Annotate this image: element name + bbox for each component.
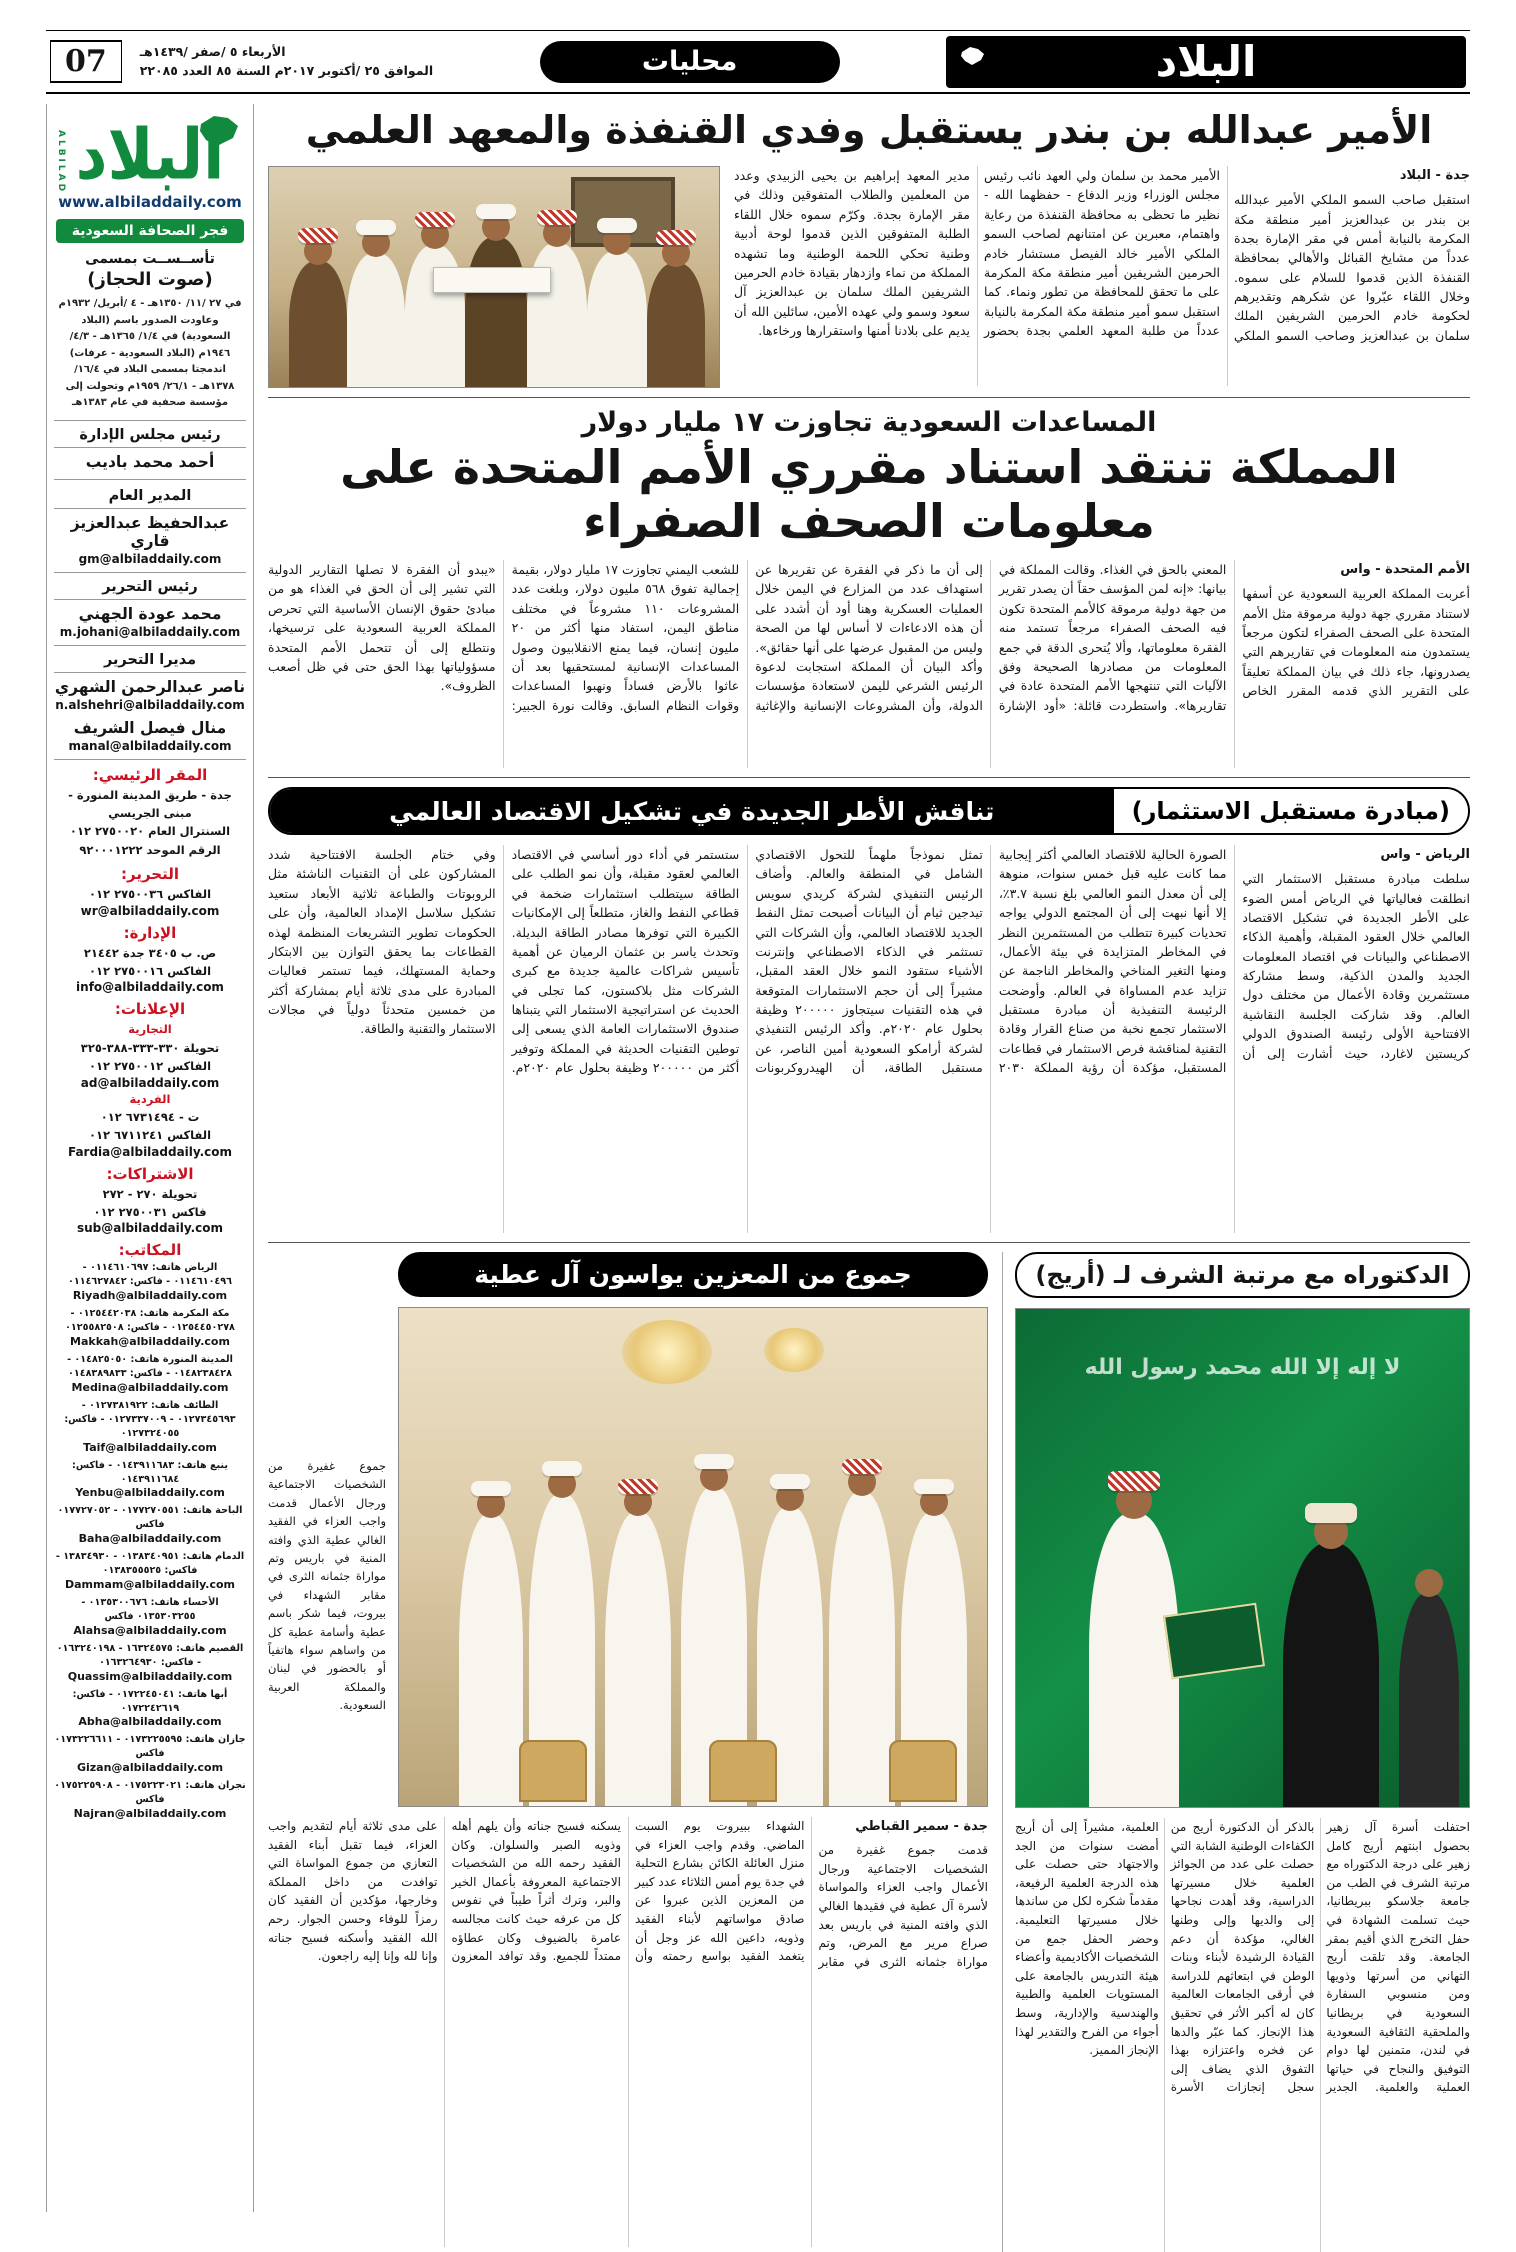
- office-najran: [54, 1779, 246, 1820]
- content-area: [46, 104, 1470, 2212]
- editing-email[interactable]: wr@albiladdaily.com: [80, 903, 220, 918]
- photo-figure: [289, 261, 347, 388]
- photo-figure: [647, 263, 705, 388]
- article-condolences: [268, 1252, 988, 2252]
- office-email[interactable]: Makkah@albiladdaily.com: [70, 1335, 230, 1349]
- ads-dept-title: الإعلانات:: [114, 1000, 186, 1019]
- office-email[interactable]: Medina@albiladdaily.com: [71, 1380, 229, 1394]
- sidebar-logo-block: [54, 112, 246, 196]
- gregorian-date: الموافق ٢٥ /أكتوبر ٢٠١٧م السنة ٨٥ العدد ٢٢٠٨٥: [139, 62, 434, 78]
- website-link[interactable]: www.albiladdaily.com: [58, 193, 242, 212]
- article4-body-text: احتفلت أسرة آل زهير بحصول ابنتهم أريج كامل زهير على درجة الدكتوراه مع مرتبة الشرف في الطب من جامعة جلاسكو ببريطانيا، حيث تسلمت الشهادة في حفل التخرج الذي أقيم بمقر الجامعة. وقد تلقت أريج التهاني من أسرتها وذويها ومن منسوبي السفارة السعودية في بريطانيا والملحقية الثقافية السعودية في لندن، متمنين لها دوام التوفيق والنجاح في حياتها العملية والعلمية. الجدير بالذكر أن الدكتورة أريج من الكفاءات الوطنية الشابة التي حصلت على عدد من الجوائز العلمية خلال مسيرتها الدراسية، وقد أهدت نجاحها إلى والديها وإلى وطنها الغالي، مؤكدة أن دعم القيادة الرشيدة لأبناء وبنات الوطن في ابتعاثهم للدراسة في أرقى الجامعات العالمية كان له أكبر الأثر في تحقيق هذا الإنجاز. كما عبّر والدها عن فخره واعتزازه بهذا التفوق الذي يضاف إلى سجل إنجازات الأسرة العلمية، مشيراً إلى أن أريج أمضت سنوات من الجد والاجتهاد حتى حصلت على هذه الدرجة العلمية الرفيعة، مقدماً شكره لكل من ساندها خلال مسيرتها التعليمية. وحضر الحفل جمع من الشخصيات الأكاديمية وأعضاء هيئة التدريس بالجامعة على المستويات العلمية والطبية والهندسية والإدارية، وسط أجواء من الفرح والتقدير لهذا الإنجاز المميز.: [1015, 1820, 1470, 2095]
- photo-graduate-figure: [1283, 1543, 1379, 1808]
- article2-byline: الأمم المتحدة - واس: [1340, 562, 1470, 577]
- main-column: [268, 104, 1470, 2212]
- ads-individual-label: الفردية: [129, 1091, 171, 1106]
- managing-editor-email-2[interactable]: manal@albiladdaily.com: [54, 739, 246, 760]
- office-email[interactable]: Najran@albiladdaily.com: [73, 1807, 227, 1821]
- divider: [54, 479, 246, 480]
- article2-headline: المملكة تنتقد استناد مقرري الأمم المتحدة على معلومات الصحف الصفراء: [340, 440, 1398, 548]
- article1-row: [268, 166, 1470, 388]
- article1-photo: [268, 166, 720, 388]
- masthead-logo-text: البلاد: [1155, 37, 1257, 86]
- hq-title: المقر الرئيسي:: [92, 765, 208, 784]
- subscriptions-fax: فاكس ٢٧٥٠٠٣١ ٠١٢: [93, 1205, 207, 1220]
- article5-title: جموع من المعزين يواسون آل عطية: [398, 1252, 988, 1297]
- office-info: المدينة المنورة هاتف: ٠١٤٨٢٥٠٥٠ - ٠١٤٨٢٣٨٤٢٨ - فاكس: ٠١٤٨٣٨٩٨٣٣: [67, 1354, 233, 1379]
- logo-latin-text: ALBILAD: [56, 130, 66, 195]
- ads-individual-fax: الفاكس ٦٧١١٢٤١ ٠١٢: [88, 1128, 212, 1143]
- managing-editor-name-1: ناصر عبدالرحمن الشهري: [54, 677, 246, 696]
- office-quassim: [54, 1642, 246, 1683]
- office-info: الرياض هاتف: ٠١١٤٦١٠٦٩٧ - ٠١١٤٦١٠٤٩٦ - فاكس: ٠١١٤٦٢٧٨٤٢: [68, 1262, 232, 1288]
- photo-figure: [1399, 1593, 1459, 1808]
- article2-kicker: المساعدات السعودية تجاوزت ١٧ مليار دولار: [581, 407, 1157, 438]
- office-info: ينبع هاتف: ٠١٤٣٩١١٦٨٣ - فاكس: ٠١٤٣٩١١٦٨٤: [72, 1459, 228, 1485]
- article-doctorate: [1002, 1252, 1470, 2252]
- masthead-logo: [946, 36, 1466, 88]
- managing-editor-name-2: منال فيصل الشريف: [73, 718, 227, 737]
- photo-figure: [829, 1492, 895, 1807]
- founded-label: تأســســت بمسمى: [85, 251, 215, 268]
- admin-pobox: ص. ب ٣٤٠٥ جدة ٢١٤٤٢: [83, 945, 217, 960]
- bottom-row: [268, 1252, 1470, 2252]
- office-yenbu: [54, 1459, 246, 1500]
- photo-chair: [709, 1740, 777, 1802]
- office-riyadh: [54, 1261, 246, 1302]
- photo-chair: [889, 1740, 957, 1802]
- sidebar-logo-text: البلاد: [75, 113, 225, 196]
- article1-body: [734, 166, 1470, 386]
- office-dammam: [54, 1550, 246, 1591]
- article3-title-tag: (مبادرة مستقبل الاستثمار): [1114, 789, 1468, 833]
- office-email[interactable]: Taif@albiladdaily.com: [83, 1440, 217, 1454]
- office-info: الدمام هاتف: ٠١٣٨٣٤٠٩٥١ - ١٣٨٣٤٩٣٠ - فاكس: ٠١٣٨٣٥٥٥٢٥: [55, 1551, 245, 1577]
- editor-email[interactable]: m.johani@albiladdaily.com: [54, 625, 246, 646]
- article3-title-rest: تناقش الأطر الجديدة في تشكيل الاقتصاد العالمي: [270, 789, 1114, 833]
- office-email[interactable]: Gizan@albiladdaily.com: [76, 1761, 224, 1775]
- managing-editor-email-1[interactable]: n.alshehri@albiladdaily.com: [55, 697, 245, 712]
- chairman-name: أحمد محمد باديب: [85, 452, 215, 471]
- office-info: القصيم هاتف: ١٦٣٢٤٥٧٥ - ٠١٦٣٢٤٠١٩٨ - فاكس: ٠١٦٣٢٦٤٩٣٠: [56, 1642, 244, 1668]
- article2-body-text: أعربت المملكة العربية السعودية عن أسفها لاستناد مقرري جهة دولية مرموقة مثل الأمم المتحدة على الصحف الصفراء لتكون مرجعاً يستمدون منه المعلومات في تقاريرهم التي يصدرونها، جاء ذلك في بيان المملكة تعليقاً على التقرير الذي قدمه المقرر الخاص المعني بالحق في الغذاء. وقالت المملكة في بيانها: «إنه لمن المؤسف حقاً أن يصدر تقرير من جهة دولية مرموقة كالأمم المتحدة تكون فيه الصحف الصفراء مرجعاً تستمد منه الفقرة معلوماتها، وألا يُتحرى الدقة في جمع المعلومات من مصادرها الصحيحة وفق الآليات التي تنتهجها الأمم المتحدة عادة في تقاريرها». واستطردت قائلة: «أود الإشارة إلى أن ما ذكر في الفقرة عن تقريرها عن استهداف عدد من المزارع في اليمن خلال العمليات العسكرية وهنا أود أن أشدد على أن هذه الادعاءات لا أساس لها من الصحة وليس من المقبول عرضها على أنها حقائق». وأكد البيان أن المملكة استجابت لدعوة الرئيس الشرعي لليمن لاستعادة مؤسسات الدولة، وأن المشروعات الإنسانية والإغاثية للشعب اليمني تجاوزت ١٧ مليار دولار، بقيمة إجمالية تفوق ٥٦٨ مليون دولار، وبلغت عدد المشروعات ١١٠ مشروعاً في مختلف مناطق اليمن، استفاد منها أكثر من ٢٠ مليون إنسان، فيما يمنع الانقلابيون وصول المساعدات الإنسانية لمستحقيها بعد أن عاثوا بالأرض فساداً ونهبوا المساعدات وقوات النظام السابق. وقالت نورة الجبير: «يبدو أن الفقرة لا تصلها التقارير الدولية التي تشير إلى أن الحق في الغذاء هو من مبادئ حقوق الإنسان الأساسية التي تحرص المملكة العربية السعودية على ترسيخها، ونتطلع إلى أن تتحمل الأمم المتحدة مسؤولياتها بهذا الحق حتى في ظل أصعب الظروف».: [268, 562, 1470, 713]
- article4-body: [1015, 1818, 1470, 2252]
- subscriptions-title: الاشتراكات:: [106, 1164, 194, 1183]
- article5-side-text: جموع غفيرة من الشخصيات الاجتماعية ورجال الأعمال قدمت واجب العزاء في الفقيد الغالي عطية الذي وافته المنية في باريس وتم مواراة جثمانه الثرى في مقابر الشهداء في بيروت، فيما شكر باسم عطية وأسامة عطية كل من واساهم سواء هاتفياً أو بالحضور في لبنان والمملكة العربية السعودية.: [268, 1459, 386, 1713]
- photo-chandelier: [764, 1328, 824, 1372]
- divider: [268, 1242, 1470, 1243]
- office-email[interactable]: Alahsa@albiladdaily.com: [73, 1623, 227, 1637]
- hq-phone: السنترال العام ٢٧٥٠٠٢٠ ٠١٢: [69, 824, 231, 839]
- photo-chandelier: [622, 1320, 712, 1384]
- subscriptions-ext: تحويلة ٢٧٠ - ٢٧٢: [102, 1186, 198, 1201]
- admin-fax: الفاكس ٢٧٥٠٠١٦ ٠١٢: [88, 963, 212, 978]
- hq-address: جدة - طريق المدينة المنورة - مبنى الجريسي: [68, 787, 232, 820]
- office-info: أبها هاتف: ٠١٧٢٢٤٥٠٤١ - فاكس: ٠١٧٢٢٤٢٦١٩: [72, 1688, 228, 1714]
- founding-history: في ٢٧ /١١/ ١٣٥٠هـ - ٤ /أبريل/ ١٩٣٢م وعاودت الصدور باسم (البلاد السعودية) في ١/٤/ ١٣٦٥هـ - ٤/٣/ ١٩٤٦م (البلاد السعودية - عرفات) اندمجتا بمسمى البلاد في ١٦/٤/ ١٣٧٨هـ - ٢٦/١/ ١٩٥٩م وتحولت إلى مؤسسة صحفية في عام ١٣٨٣هـ: [54, 296, 246, 421]
- photo-figure: [459, 1514, 523, 1807]
- article-prince-reception: [268, 108, 1470, 388]
- article5-body: [268, 1817, 988, 2247]
- gm-title: المدير العام: [54, 482, 246, 509]
- office-alahsa: [54, 1596, 246, 1637]
- photo-figure: [605, 1512, 671, 1807]
- photo-figure: [465, 237, 527, 388]
- chairman-title: رئيس مجلس الإدارة: [54, 421, 246, 448]
- article5-main: [398, 1252, 988, 1807]
- article3-byline: الرياض - واس: [1380, 847, 1470, 862]
- office-email[interactable]: Dammam@albiladdaily.com: [65, 1578, 235, 1592]
- article5-byline: جدة - سمير القباطي: [855, 1819, 988, 1834]
- photo-chair: [519, 1740, 587, 1802]
- editor-name: محمد عودة الجهني: [78, 604, 222, 623]
- ads-email[interactable]: ad@albiladdaily.com: [80, 1075, 220, 1090]
- ads-commercial-label: التجارية: [128, 1022, 172, 1037]
- office-info: الطائف هاتف: ٠١٢٧٣٨١٩٢٢ - ٠١٢٧٣٤٥٦٩٣ - ٠١٢٧٣٣٧٠٠٩ - فاكس: ٠١٢٧٣٢٤٠٥٥: [64, 1399, 236, 1439]
- masthead-sidebar: [46, 104, 254, 2212]
- office-info: الأحساء هاتف: ٠١٣٥٣٠٠٦٧٦ - ٠١٣٥٣٠٣٢٥٥ فاكس: [81, 1597, 219, 1622]
- article4-title: الدكتوراه مع مرتبة الشرف لـ (أريج): [1015, 1252, 1470, 1298]
- article5-top: [268, 1252, 988, 1807]
- saudi-map-icon: [960, 46, 986, 66]
- photo-figure: [347, 253, 405, 388]
- photo-prince-figure: [1089, 1513, 1179, 1808]
- ads-fax: الفاكس ٢٧٥٠٠١٢ ٠١٢: [88, 1059, 212, 1074]
- article1-byline: جدة - البلاد: [1399, 168, 1470, 183]
- gm-name: عبدالحفيظ عبدالعزيز قاري: [70, 513, 230, 550]
- office-info: جازان هاتف: ٠١٧٣٢٢٥٥٩٥ - ٠١٧٣٢٢٦٦١١ فاكس: [54, 1734, 246, 1760]
- admin-dept-title: الإدارة:: [123, 923, 177, 942]
- editing-fax: الفاكس ٢٧٥٠٠٣٦ ٠١٢: [88, 887, 212, 902]
- hijri-date: الأربعاء ٥ /صفر /١٤٣٩هـ: [139, 43, 286, 59]
- admin-email[interactable]: info@albiladdaily.com: [76, 980, 224, 995]
- article3-body-text: سلطت مبادرة مستقبل الاستثمار التي انطلقت فعالياتها في الرياض أمس الضوء على الأطر الجديدة في تشكيل الاقتصاد العالمي خلال العقود المقبلة، وأهمية الذكاء الاصطناعي والبيانات في اقتصاد المعلومات الجديد والمدن الذكية، وسط مشاركة مستثمرين وقادة الأعمال من مختلف دول العالم. وقد شاركت الجلسة النقاشية الافتتاحية الأولى رئيسة الصندوق الدولي كريستين لاغارد، حيث أشارت إلى أن الصورة الحالية للاقتصاد العالمي أكثر إيجابية مما كانت عليه قبل خمس سنوات، منوهة إلى أن معدل النمو العالمي بلغ نسبة ٣.٧٪، إلا أنها نبهت إلى أن المجتمع الدولي يواجه تحديات كبيرة تتطلب من المستثمرين النظر في المخاطر المتزايدة في بيئة الأعمال، ومنها التغير المناخي والمخاطر الناجمة عن تزايد عدم المساواة في العالم. وأوضحت الرئيسة التنفيذية أن مبادرة مستقبل الاستثمار تجمع نخبة من صناع القرار وقادة التقنية لمناقشة فرص الاستثمار في قطاعات المستقبل، مؤكدة أن رؤية المملكة ٢٠٣٠ تمثل نموذجاً ملهماً للتحول الاقتصادي الشامل في المنطقة والعالم. وأضاف الرئيس التنفيذي لشركة كريدي سويس تيدجين ثيام أن البيانات أصبحت تمثل النفط الجديد للاقتصاد العالمي، وأن الشركات التي تستثمر في الذكاء الاصطناعي وإنترنت الأشياء ستقود النمو خلال العقد المقبل، مشيراً إلى أن حجم الاستثمارات المتوقعة في هذه التقنيات سيتجاوز ٢٠٠٠٠٠ وظيفة بحلول عام ٢٠٢٠م. وأكد الرئيس التنفيذي لشركة أرامكو السعودية أمين الناصر، عن مستقبل الطاقة، أن الهيدروكربونات ستستمر في أداء دور أساسي في الاقتصاد العالمي لعقود مقبلة، وأن نمو الطلب على الطاقة سيتطلب استثمارات ضخمة في قطاعي النفط والغاز، متطلعاً إلى الإمكانيات الكبيرة التي توفرها مصادر الطاقة البديلة. وتحدث ياسر بن عثمان الرميان عن أهمية تأسيس شراكات عالمية جديدة مع كبرى الشركات مثل بلاكستون، كما تجلى في الحديث عن استراتيجية الاستثمار التي يتبناها صندوق الاستثمارات العامة الذي يسعى إلى توطين التقنيات الحديثة في المملكة وتوفير أكثر من ٢٠٠٠٠٠ وظيفة بحلول عام ٢٠٢٠م. وفي ختام الجلسة الافتتاحية شدد المشاركون على أن التقنيات الناشئة مثل الروبوتات والطباعة ثلاثية الأبعاد ستعيد تشكيل سلاسل الإمداد العالمية، وأن على الحكومات تطوير التشريعات المنظمة لهذه القطاعات بما يحقق التوازن بين الابتكار وحماية المستهلك، فيما تستمر فعاليات المبادرة على مدى ثلاثة أيام بمشاركة أكثر من خمسين متحدثاً دولياً في مجالات الاستثمار والتقنية والطاقة.: [268, 847, 1470, 1076]
- article2-body: [268, 560, 1470, 768]
- office-info: الباحة هاتف: ٠١٧٧٢٧٠٥٥١ - ٠١٧٧٢٧٠٥٢ فاكس: [57, 1505, 243, 1531]
- page-number: 07: [50, 40, 122, 83]
- office-email[interactable]: Abha@albiladdaily.com: [78, 1715, 222, 1729]
- article3-body: [268, 845, 1470, 1233]
- founded-name: (صوت الحجاز): [87, 269, 213, 291]
- office-baha: [54, 1504, 246, 1545]
- office-info: نجران هاتف: ٠١٧٥٢٢٣٠٢١ - ٠١٧٥٢٢٥٩٠٨ فاكس: [54, 1780, 246, 1806]
- office-email[interactable]: Quassim@albiladdaily.com: [67, 1669, 233, 1683]
- photo-figure: [587, 251, 647, 388]
- ads-individual-email[interactable]: Fardia@albiladdaily.com: [67, 1144, 233, 1159]
- office-taif: [54, 1399, 246, 1454]
- dateline: [140, 43, 433, 81]
- offices-title: المكاتب:: [118, 1241, 182, 1260]
- page-header: [46, 30, 1470, 94]
- article3-titlebar: [268, 787, 1470, 835]
- article5-body-text: قدمت جموع غفيرة من الشخصيات الاجتماعية ورجال الأعمال واجب العزاء والمواساة لأسرة آل عطية في فقيدها الغالي الذي وافته المنية في باريس بعد صراع مرير مع المرض، وتم مواراة جثمانه الثرى في مقابر الشهداء ببيروت يوم السبت الماضي. وقدم واجب العزاء في منزل العائلة الكائن بشارع التحلية في جدة يوم أمس الثلاثاء عدد كبير من المعزين الذين عبروا عن صادق مواساتهم لأبناء الفقيد وذويه، داعين الله عز وجل أن يتغمد الفقيد بواسع رحمته وأن يسكنه فسيح جناته وأن يلهم أهله وذويه الصبر والسلوان. وكان الفقيد رحمه الله من الشخصيات الاجتماعية المعروفة بأعمال الخير والبر، وترك أثراً طيباً في نفوس كل من عرفه حيث كانت مجالسه عامرة بالضيوف وكان عطاؤه ممتداً للجميع. وقد توافد المعزون على مدى ثلاثة أيام لتقديم واجب العزاء، فيما تقبل أبناء الفقيد التعازي من جموع المواساة التي توافدت من داخل المملكة وخارجها، مؤكدين أن الفقيد كان رمزاً للوفاء وحسن الجوار. رحم الله الفقيد وأسكنه فسيح جناته وإنا لله وإنا إليه راجعون.: [268, 1819, 988, 1969]
- article5-photo: [398, 1307, 988, 1807]
- article-un-criticism: [268, 407, 1470, 768]
- photo-gift-model: [433, 267, 551, 293]
- office-email[interactable]: Riyadh@albiladdaily.com: [72, 1289, 228, 1303]
- subscriptions-email[interactable]: sub@albiladdaily.com: [76, 1221, 224, 1236]
- section-title: محليات: [540, 41, 840, 83]
- ads-ext: تحويلة ٣٣٠-٣٣٣-٣٨٨-٣٢٥: [80, 1040, 220, 1055]
- office-email[interactable]: Yenbu@albiladdaily.com: [75, 1486, 225, 1500]
- office-medina: [54, 1353, 246, 1394]
- office-email[interactable]: Baha@albiladdaily.com: [78, 1532, 222, 1546]
- photo-figure: [527, 243, 587, 388]
- hq-unified-number: الرقم الموحد ٩٢٠٠٠١٢٢٢: [79, 842, 221, 857]
- article-investment-initiative: [268, 787, 1470, 1233]
- office-info: مكة المكرمة هاتف: ٠١٢٥٤٤٢٠٣٨ - ٠١٢٥٤٤٥٠٢٧٨ - فاكس: ٠١٢٥٥٨٢٥٠٨: [65, 1308, 235, 1334]
- flag-shahada-text: لا إله إلا الله محمد رسول الله: [1084, 1355, 1401, 1380]
- ads-individual-phone: ت - ٦٧٣١٤٩٤ ٠١٢: [100, 1109, 200, 1124]
- office-gizan: [54, 1733, 246, 1774]
- article4-photo: [1015, 1308, 1470, 1808]
- office-abha: [54, 1688, 246, 1729]
- office-makkah: [54, 1307, 246, 1348]
- article1-body-text: استقبل صاحب السمو الملكي الأمير عبدالله بن بندر بن عبدالعزيز أمير منطقة مكة المكرمة بالنيابة أمس في مقر الإمارة بجدة عدداً من مشايخ القبائل والأهالي بمحافظة القنفذة الذين قدموا للسلام على سموه. وخلال اللقاء عبّروا عن شكرهم وتقديرهم لحكومة خادم الحرمين الشريفين الملك سلمان بن عبدالعزيز وصاحب السمو الملكي الأمير محمد بن سلمان ولي العهد نائب رئيس مجلس الوزراء وزير الدفاع - حفظهما الله - نظير ما تحظى به محافظة القنفذة من رعاية واهتمام، معبرين عن امتنانهم لصاحب السمو الملكي الأمير خالد الفيصل مستشار خادم الحرمين الشريفين أمير منطقة مكة المكرمة على ما تحقق للمحافظة من تطور ونماء. كما استقبل سمو أمير منطقة مكة المكرمة بالنيابة عدداً من طلبة المعهد العلمي بجدة بحضور مدير المعهد إبراهيم بن يحيى الزبيدي وعدد من المعلمين والطلاب المتفوقين وذلك في مقر الإمارة بجدة. وكرّم سموه خلال اللقاء الطلبة المتفوقين الذين قدموا لوحة أدبية وطنية تحكي اللحمة الوطنية وما تشهده المملكة من نماء وازدهار بقيادة خادم الحرمين الشريفين الملك سلمان بن عبدالعزيز آل سعود وسمو ولي عهده الأمين، سائلين الله أن يديم على بلادنا أمنها واستقرارها ورخاءها.: [734, 168, 1470, 343]
- divider: [268, 777, 1470, 778]
- tagline: فجر الصحافة السعودية: [56, 219, 244, 243]
- photo-certificate-folder: [1163, 1603, 1265, 1679]
- divider: [268, 397, 1470, 398]
- editing-dept-title: التحرير:: [120, 865, 179, 884]
- gm-email[interactable]: gm@albiladdaily.com: [54, 552, 246, 573]
- article1-title: الأمير عبدالله بن بندر يستقبل وفدي القنفذة والمعهد العلمي: [305, 108, 1433, 152]
- managing-editors-title: مديرا التحرير: [54, 646, 246, 673]
- editor-title: رئيس التحرير: [54, 573, 246, 600]
